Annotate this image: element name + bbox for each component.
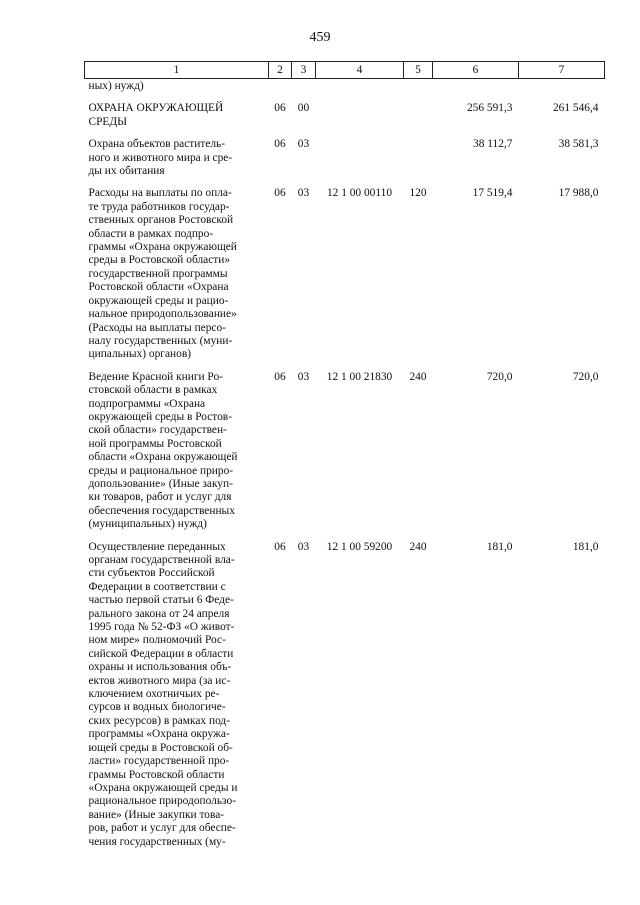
row-expense-type: 240 (409, 540, 427, 553)
row-target-article: 12 1 00 59200 (326, 540, 393, 553)
table-row-continuation (85, 79, 605, 94)
row-amount-year2: 181,0 (572, 540, 599, 553)
row-section (269, 79, 292, 94)
row-amount-year1: 181,0 (486, 540, 513, 553)
row-amount-year2: 261 546,4 (552, 102, 599, 115)
column-header-1: 1 (85, 62, 269, 79)
row-expense-type (404, 79, 433, 94)
row-target-article: 12 1 00 00110 (326, 187, 393, 200)
row-expense-type (404, 93, 433, 129)
row-section: 06 (274, 102, 286, 115)
row-amount-year2: 38 581,3 (558, 138, 599, 151)
table-row (85, 178, 605, 361)
column-header-4: 4 (316, 62, 404, 79)
row-amount-year1: 38 112,7 (473, 138, 513, 151)
row-amount-year1: 256 591,3 (466, 102, 513, 115)
row-target-article: 12 1 00 21830 (326, 370, 393, 383)
row-section: 06 (274, 138, 286, 151)
row-target-article (316, 93, 404, 129)
row-amount-year2: 17 988,0 (558, 187, 599, 200)
column-header-6: 6 (433, 62, 519, 79)
row-description: Охрана объектов раститель- ного и животного мира и сре- ды их обитания (88, 138, 233, 178)
row-amount-year1: 720,0 (486, 370, 513, 383)
row-amount-year2 (519, 79, 605, 94)
row-subsection: 03 (297, 187, 310, 200)
column-header-3: 3 (292, 62, 316, 79)
column-header-2: 2 (269, 62, 292, 79)
row-expense-type (404, 129, 433, 178)
page-number: 459 (309, 30, 331, 45)
row-description: Ведение Красной книги Ро- стовской области в рамках подпрограммы «Охрана окружающей среды в Ростов- ской области» государствен- ной программы Ростовской области «Охрана окружающей среды и рациональное приро- допользование» (Иные закуп- ки товаров, работ и услуг для обеспечения государственных (муниципальных) нужд) (88, 370, 238, 531)
row-subsection: 00 (297, 102, 310, 115)
row-description: ОХРАНА ОКРУЖАЮЩЕЙ СРЕДЫ (88, 102, 224, 128)
budget-table (84, 61, 605, 849)
row-description: Расходы на выплаты по опла- те труда работников государ- ственных органов Ростовской области в рамках подпро- граммы «Охрана окружающей среды в Ростовской области» государственной программы Ростовской области «Охрана окружающей среды и рацио- нальное природопользование» (Расходы на выплаты персо- налу государственных (муни- ципальных) органов) (88, 187, 237, 361)
row-target-article (316, 129, 404, 178)
row-target-article (316, 79, 404, 94)
row-description: Осуществление переданных органам государственной вла- сти субъектов Российской Федерации в соответствии с частью первой статьи 6 Феде- рального закона от 24 апреля 1995 года № 52-ФЗ «О живот- ном мире» полномочий Рос- сийской Федерации в области охраны и использования объ- ектов животного мира (за ис- ключением охотничьих ре- сурсов и водных биологиче- ских ресурсов) в рамках под- программы «Охрана окружа- ющей среды в Ростовской об- ласти» государственной про- граммы Ростовской области «Охрана окружающей среды и рациональное природопользо- вание» (Иные закупки това- ров, работ и услуг для обеспе- чения государственных (му- (88, 540, 238, 848)
row-expense-type: 240 (409, 370, 427, 383)
row-expense-type: 120 (409, 187, 427, 200)
table-row (85, 362, 605, 532)
row-description: ных) нужд) (88, 80, 144, 92)
row-section: 06 (274, 370, 286, 383)
column-header-5: 5 (404, 62, 433, 79)
row-subsection: 03 (297, 540, 310, 553)
row-subsection (292, 79, 316, 94)
table-row (85, 129, 605, 178)
table-row (85, 93, 605, 129)
row-section: 06 (274, 540, 286, 553)
row-amount-year2: 720,0 (572, 370, 599, 383)
column-header-7: 7 (519, 62, 605, 79)
row-amount-year1 (433, 79, 519, 94)
row-subsection: 03 (297, 370, 310, 383)
row-section: 06 (274, 187, 286, 200)
table-header-row (85, 62, 605, 79)
table-row (85, 532, 605, 849)
row-amount-year1: 17 519,4 (472, 187, 513, 200)
row-subsection: 03 (297, 138, 310, 151)
